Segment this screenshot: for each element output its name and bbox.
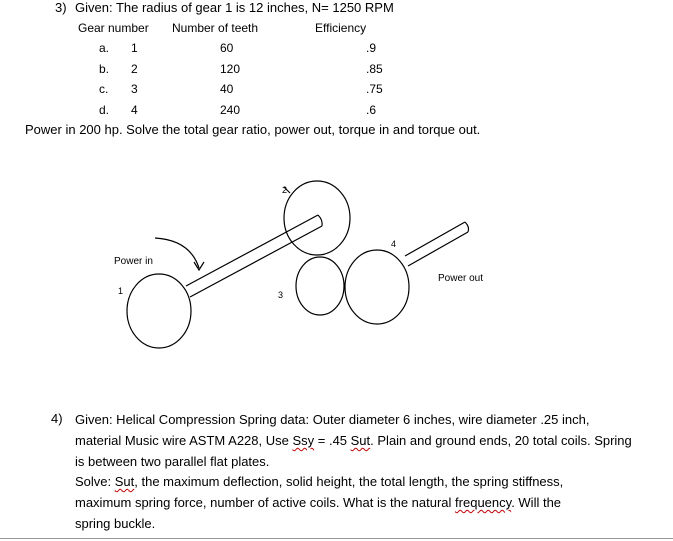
gear-4-label: 4 bbox=[391, 239, 397, 249]
problem-4-given-line-3: is between two parallel flat plates. bbox=[75, 454, 270, 469]
problem-3-number: 3) bbox=[55, 0, 67, 15]
row-gear: 4 bbox=[131, 103, 138, 117]
row-letter: d. bbox=[99, 103, 110, 117]
header-number-of-teeth: Number of teeth bbox=[172, 21, 259, 35]
row-teeth: 60 bbox=[220, 41, 234, 55]
given-text: material Music wire ASTM A228, Use bbox=[75, 433, 293, 448]
given-text: = .45 bbox=[314, 433, 351, 448]
solve-text: , the maximum deflection, solid height, the total length, the spring stiffness, bbox=[134, 474, 564, 489]
sut-term: Sut bbox=[350, 433, 371, 448]
ssy-term: Ssy bbox=[292, 433, 315, 448]
row-efficiency: .85 bbox=[366, 62, 383, 76]
solve-text: . Will the bbox=[511, 495, 562, 510]
gear-3 bbox=[296, 257, 344, 315]
input-shaft-end bbox=[318, 215, 322, 226]
problem-4-given bbox=[75, 409, 660, 472]
problem-4-given-line-2 bbox=[75, 430, 660, 451]
row-efficiency: .9 bbox=[366, 41, 377, 55]
row-letter: a. bbox=[99, 41, 110, 55]
row-letter: c. bbox=[99, 82, 109, 96]
solve-text: maximum spring force, number of active coils. What is the natural bbox=[75, 495, 456, 510]
problem-3-statement: Power in 200 hp. Solve the total gear ratio, power out, torque in and torque out. bbox=[25, 122, 481, 137]
header-efficiency: Efficiency bbox=[315, 21, 367, 35]
frequency-term: frequency bbox=[455, 495, 512, 510]
power-in-arrow bbox=[155, 238, 199, 268]
page-bottom-rule bbox=[0, 538, 673, 539]
gear-2-label: 2 bbox=[282, 185, 288, 195]
header-gear-number: Gear number bbox=[78, 21, 149, 35]
gear-3-label: 3 bbox=[278, 290, 284, 300]
power-in-label: Power in bbox=[114, 256, 153, 267]
row-teeth: 120 bbox=[220, 62, 241, 76]
row-letter: b. bbox=[99, 62, 110, 76]
gear-1-label: 1 bbox=[118, 286, 124, 296]
gear-2 bbox=[284, 181, 350, 255]
sut-term: Sut bbox=[114, 474, 135, 489]
power-out-label: Power out bbox=[438, 273, 484, 284]
problem-4-solve-line-2 bbox=[75, 492, 660, 513]
gear-1 bbox=[127, 274, 191, 348]
arrow-head bbox=[194, 262, 204, 270]
problem-4-solve-line-1 bbox=[75, 471, 660, 492]
problem-4-solve bbox=[75, 471, 660, 534]
row-gear: 2 bbox=[131, 62, 138, 76]
row-efficiency: .75 bbox=[366, 82, 383, 96]
row-gear: 3 bbox=[131, 82, 138, 96]
row-teeth: 40 bbox=[220, 82, 234, 96]
row-gear: 1 bbox=[131, 41, 138, 55]
output-shaft-end bbox=[465, 222, 469, 232]
row-teeth: 240 bbox=[220, 103, 241, 117]
row-efficiency: .6 bbox=[366, 103, 377, 117]
gear-4 bbox=[345, 250, 409, 324]
solve-text: Solve: bbox=[75, 474, 115, 489]
given-text: . Plain and ground ends, 20 total coils. Spring bbox=[370, 433, 632, 448]
problem-3-given: Given: The radius of gear 1 is 12 inches, N= 1250 RPM bbox=[75, 0, 394, 15]
problem-4-solve-line-3: spring buckle. bbox=[75, 516, 156, 531]
problem-4-number: 4) bbox=[51, 411, 63, 426]
problem-4-given-line-1: Given: Helical Compression Spring data: Outer diameter 6 inches, wire diameter .25 inch, bbox=[75, 412, 590, 427]
